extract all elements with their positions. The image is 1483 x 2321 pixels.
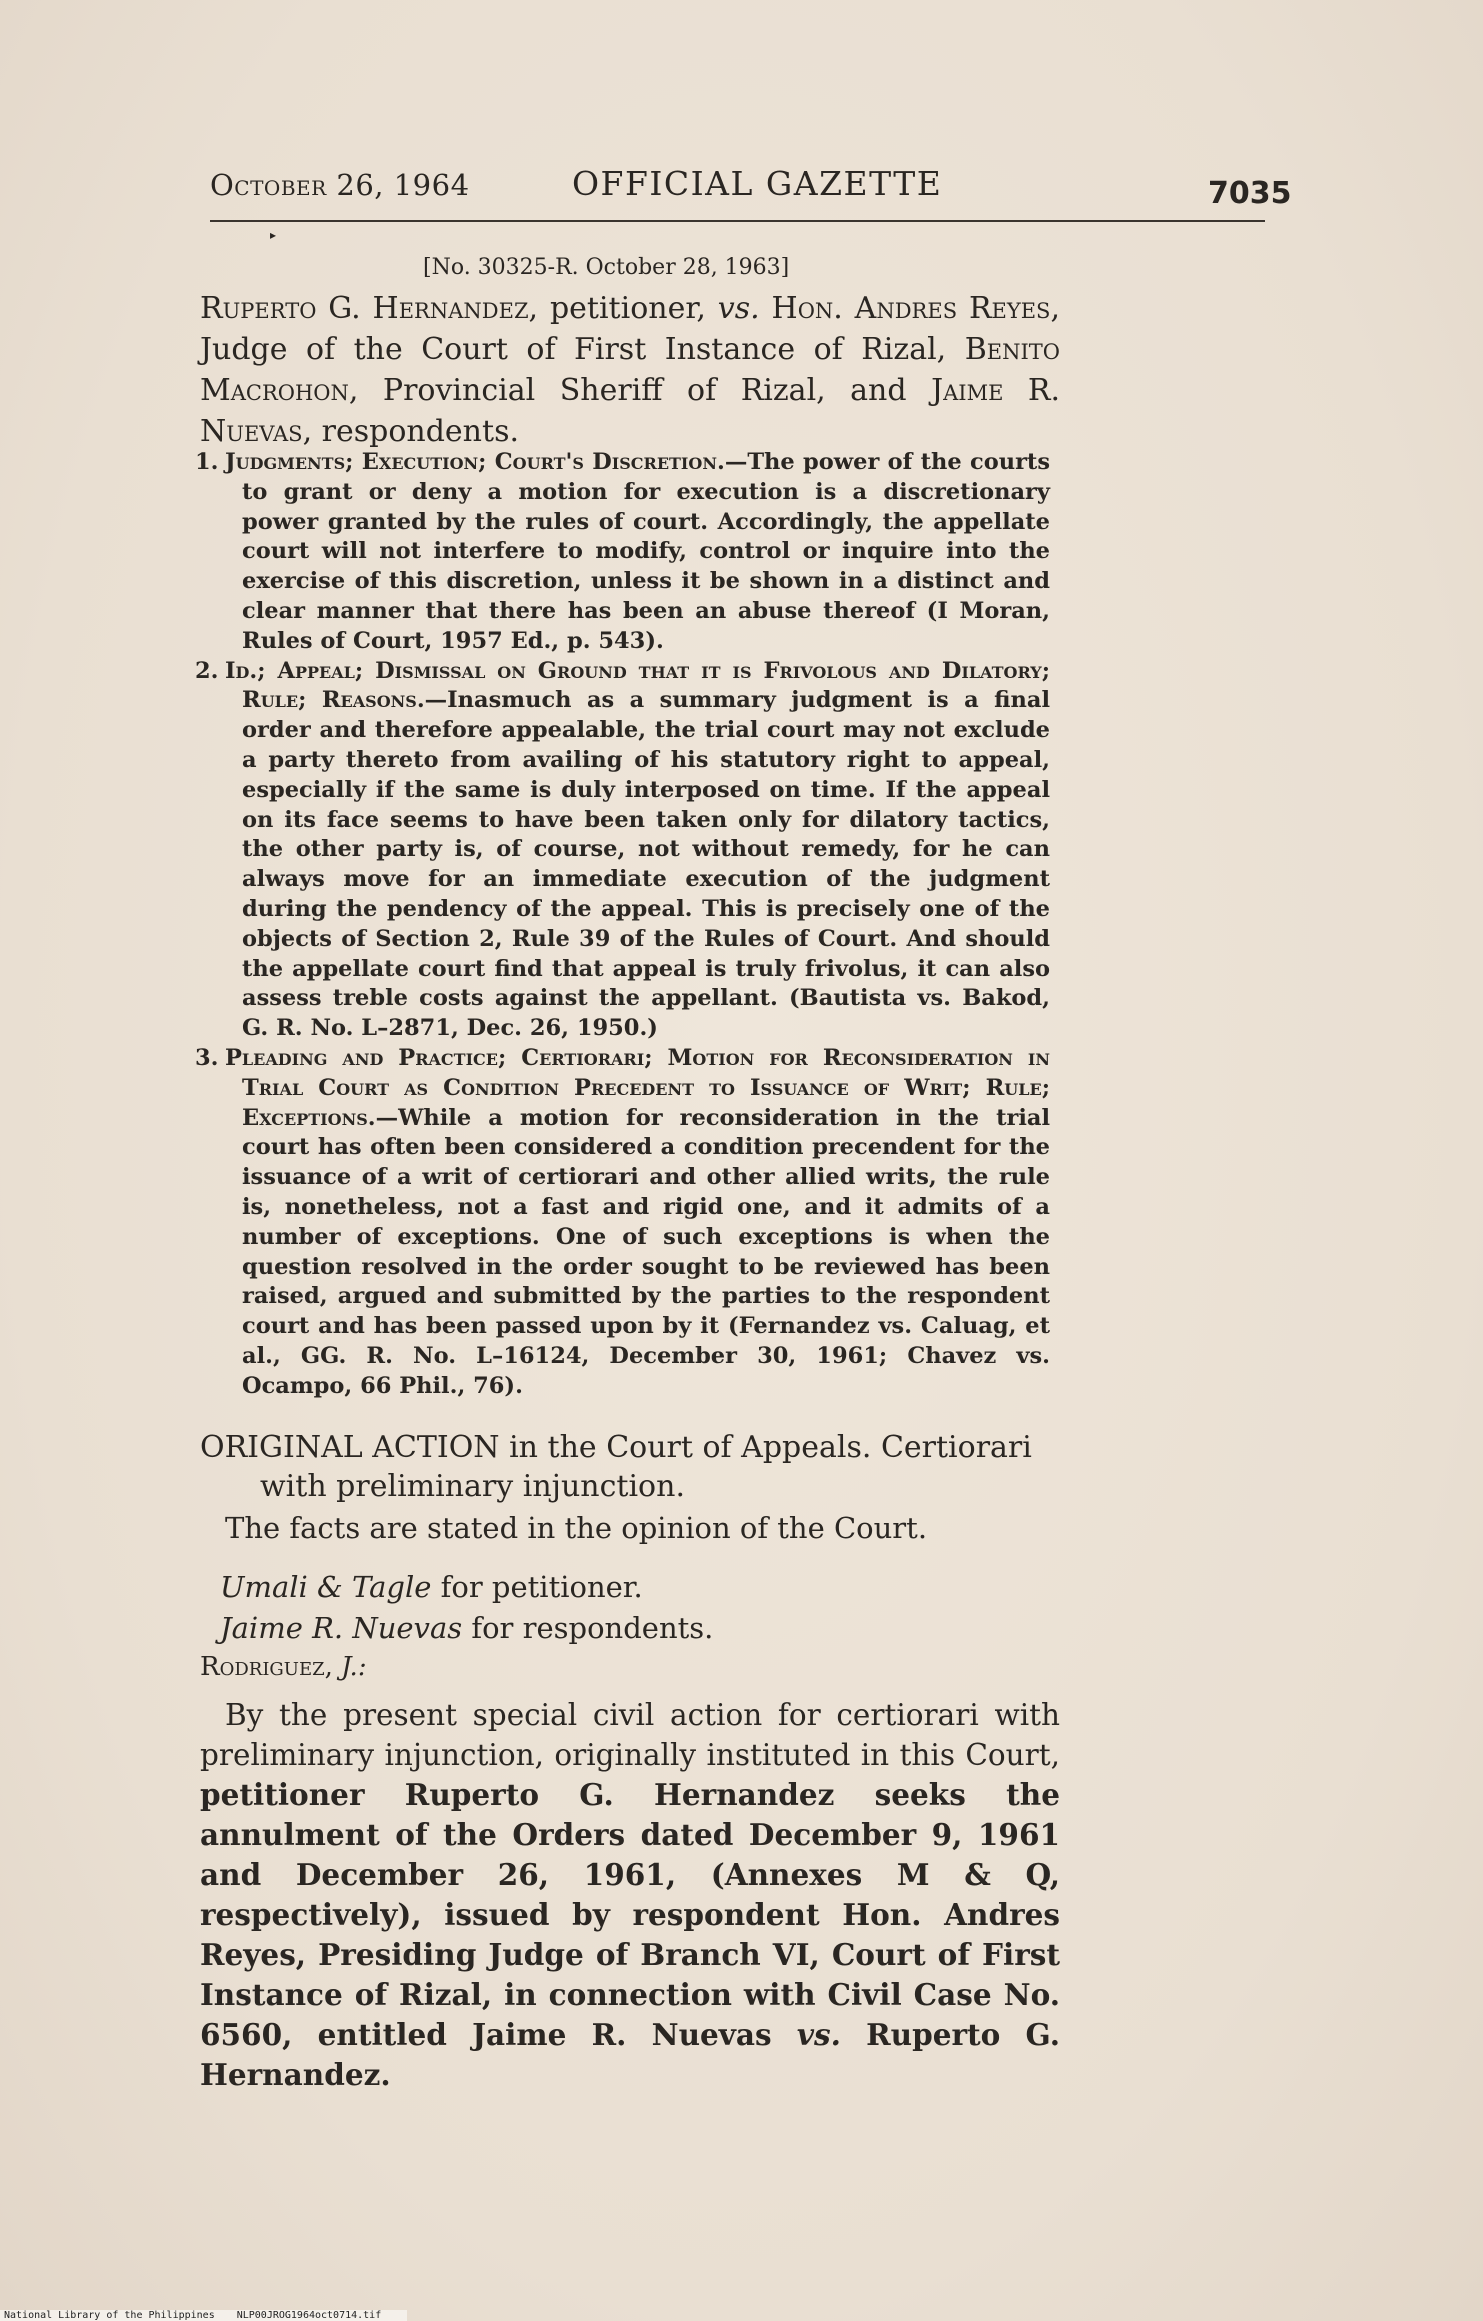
footer-file: NLP00JROG1964oct0714.tif (236, 2310, 382, 2321)
case-number: [No. 30325-R. October 28, 1963] (423, 255, 790, 280)
header-date: October 26, 1964 (210, 168, 470, 202)
syllabus-text: —While a motion for reconsideration in the trial court has often been considered a condition precendent for the issuance of a writ of certiorari and other allied writs, the rule is, nonetheless, not a fast and rigid one, and it admits of a number of exceptions. One of such exceptions is when the question resolved in the order sought to be reviewed has been raised, argued and submitted by the parties to the respondent court and has been passed upon by it (Fernandez vs. Caluag, et al., GG. R. No. L–16124, December 30, 1961; Chavez vs. Ocampo, 66 Phil., 76). (242, 1104, 1050, 1399)
petitioner-role: , petitioner, (528, 291, 718, 326)
opinion-paragraph (200, 1695, 1060, 2095)
petitioner-counsel-names: Umali & Tagle (220, 1570, 432, 1604)
opinion-versus: vs. (796, 2017, 841, 2052)
syllabus-item (195, 448, 1050, 657)
petitioner-name: Ruperto G. Hernandez (200, 291, 529, 326)
syllabus-number: 2. (195, 657, 219, 684)
respondent-1-name: Hon. Andres Reyes (771, 291, 1051, 326)
original-action-line-2: with preliminary injunction. (260, 1469, 685, 1504)
syllabus-heading: Pleading and Practice; Certiorari; Motion for Reconsideration in Trial Court as Condition Precedent to Issuance of Writ; Rule; Exceptions. (225, 1044, 1050, 1131)
petitioner-counsel (220, 1567, 1080, 1608)
syllabus-number: 1. (195, 449, 219, 475)
facts-statement: The facts are stated in the opinion of the Court. (225, 1511, 928, 1545)
respondent-3-name: Jaime R. Nuevas (200, 373, 1060, 449)
respondent-1-desc: , Judge of the Court of First Instance of Rizal, (200, 291, 1060, 367)
ponente-suffix: J.: (341, 1652, 367, 1682)
syllabus-text: —The power of the courts to grant or deny a motion for execution is a discretionary power granted by the rules of court. Accordingly, the appellate court will not interfere to modify, control or inquire into the exercise of this discretion, unless it be shown in a distinct and clear manner that there has been an abuse thereof (I Moran, Rules of Court, 1957 Ed., p. 543). (242, 449, 1050, 654)
respondent-counsel (220, 1608, 1080, 1649)
respondent-counsel-names: Jaime R. Nuevas (220, 1611, 463, 1645)
respondent-2-name: Benito Macrohon (200, 332, 1060, 408)
syllabus-item (195, 657, 1050, 1044)
ink-mark: ▸ (270, 228, 277, 242)
versus: vs. (717, 291, 760, 326)
header-rule (210, 220, 1265, 222)
original-action-line-1: ORIGINAL ACTION in the Court of Appeals. Certiorari (200, 1430, 1032, 1465)
page-number: 7035 (1208, 176, 1292, 211)
petitioner-counsel-suffix: for petitioner. (431, 1570, 643, 1604)
syllabus-item (195, 1044, 1050, 1402)
ponente: Rodriguez, J.: (200, 1652, 367, 1682)
syllabus (195, 448, 1050, 1402)
ponente-name: Rodriguez (200, 1652, 325, 1682)
respondent-2-desc: , Provincial Sheriff of Rizal, and (348, 373, 907, 408)
opinion-bold-text: petitioner Ruperto G. Hernandez seeks the annulment of the Orders dated December 9, 1961 and December 26, 1961, (Annexes M & Q, respectively), issued by respondent Hon. Andres Reyes, Presiding Judge of Branch VI, Court of First Instance of Rizal, in connection with Civil Case No. 6560, entitled Jaime R. Nuevas (200, 1777, 1060, 2052)
header-title: OFFICIAL GAZETTE (572, 164, 943, 203)
opinion-plain-text: By the present special civil action for certiorari with preliminary injunction, originally instituted in this Court, (200, 1698, 1060, 1772)
counsel (220, 1567, 1080, 1649)
syllabus-heading: Judgments; Execution; Court's Discretion. (225, 449, 725, 475)
scan-footer (0, 2310, 407, 2321)
respondent-3-desc: , respondents. (302, 414, 519, 449)
respondent-counsel-suffix: for respondents. (462, 1611, 714, 1645)
syllabus-text: —Inasmuch as a summary judgment is a final order and therefore appealable, the trial court may not exclude a party thereto from availing of his statutory right to appeal, especially if the same is duly interposed on time. If the appeal on its face seems to have been taken only for dilatory tactics, the other party is, of course, not without remedy, for he can always move for an immediate execution of the judgment during the pendency of the appeal. This is precisely one of the objects of Section 2, Rule 39 of the Rules of Court. And should the appellate court find that appeal is truly frivolus, it can also assess treble costs against the appellant. (Bautista vs. Bakod, G. R. No. L–2871, Dec. 26, 1950.) (242, 687, 1050, 1042)
opinion-bold-text-end: Ruperto G. Hernandez. (200, 2017, 1060, 2092)
footer-library: National Library of the Philippines (4, 2310, 215, 2321)
syllabus-heading: Id.; Appeal; Dismissal on Ground that it is Frivolous and Dilatory; Rule; Reasons. (225, 657, 1050, 714)
original-action (200, 1428, 1060, 1506)
case-caption (200, 288, 1060, 452)
syllabus-number: 3. (195, 1044, 219, 1071)
